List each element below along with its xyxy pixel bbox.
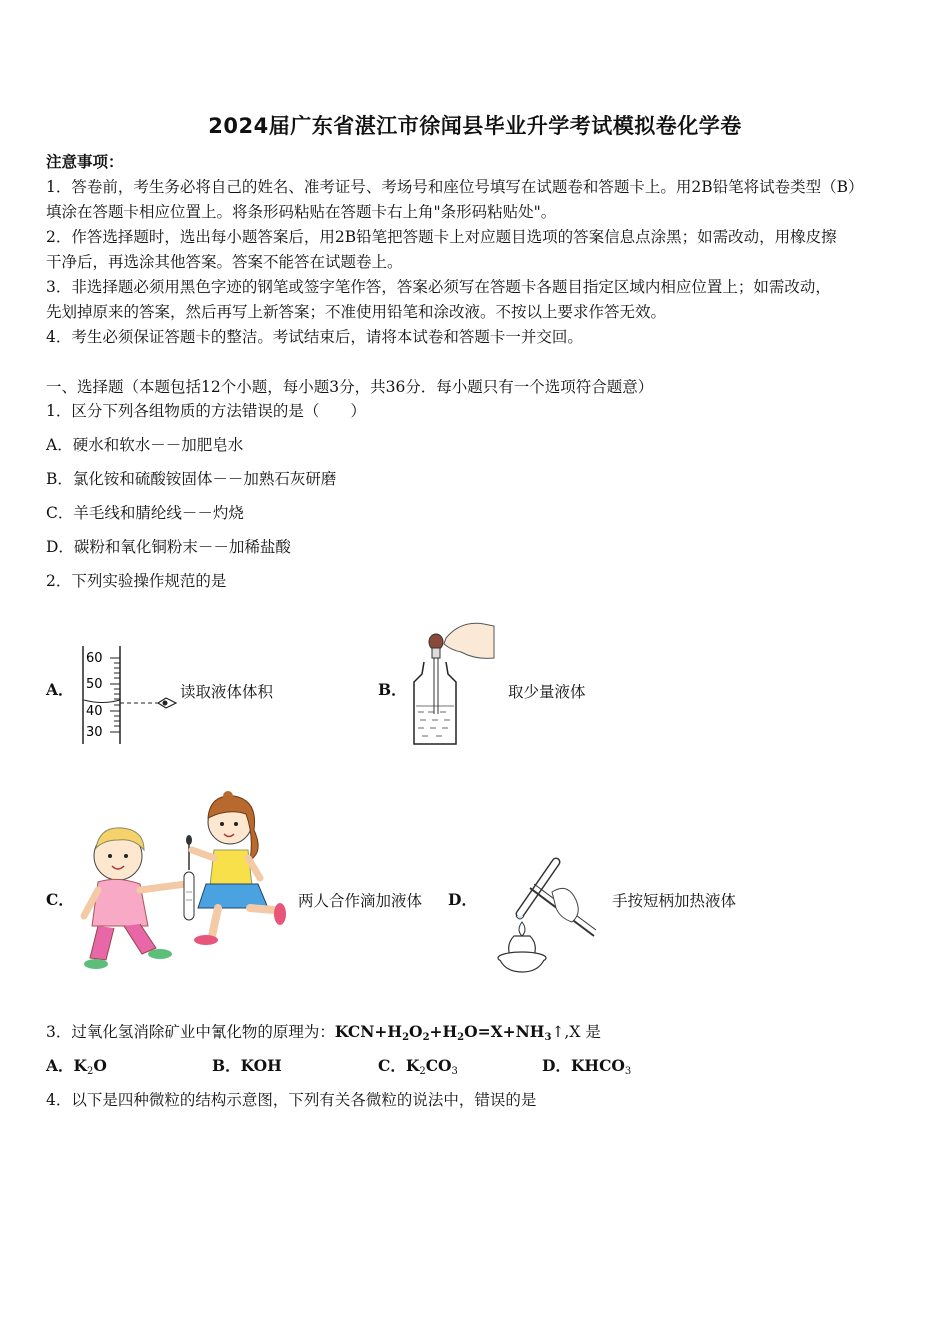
cylinder-tick-40: 40 xyxy=(86,704,103,719)
q3-equation xyxy=(335,1022,552,1041)
formula-sub: 3 xyxy=(451,1066,458,1077)
eq-part: O=X+NH xyxy=(464,1022,545,1041)
notice-line: 2．作答选择题时，选出每小题答案后，用2B铅笔把答题卡上对应题目选项的答案信息点涂黑；如需改动，用橡皮擦 xyxy=(46,228,837,246)
eq-part: ↑,X 是 xyxy=(551,1023,601,1041)
q1-option-b: B．氯化铵和硫酸铵固体－－加熟石灰研磨 xyxy=(46,470,337,488)
notice-line: 3．非选择题必须用黑色字迹的钢笔或签字笔作答，答案必须写在答题卡各题目指定区域内相应位置上；如需改动， xyxy=(46,278,831,296)
heating-test-tube-figure xyxy=(476,852,606,978)
question-2-stem: 2．下列实验操作规范的是 xyxy=(46,572,227,590)
notice-line: 4．考生必须保证答题卡的整洁。考试结束后，请将本试卷和答题卡一并交回。 xyxy=(46,328,583,346)
q3-option-b xyxy=(212,1056,282,1076)
q3-option-a xyxy=(46,1056,107,1082)
cylinder-tick-60: 60 xyxy=(86,651,103,666)
flame-icon xyxy=(519,922,525,936)
option-letter: C． xyxy=(378,1056,406,1075)
option-letter: D． xyxy=(542,1056,571,1075)
formula-part: CO xyxy=(425,1056,452,1075)
formula-sub: 2 xyxy=(87,1066,94,1077)
eq-part: KCN+H xyxy=(334,1022,403,1041)
eq-sub: 2 xyxy=(422,1032,430,1043)
eq-part: +H xyxy=(429,1022,458,1041)
formula-sub: 3 xyxy=(624,1066,632,1077)
formula-part: KOH xyxy=(240,1056,282,1075)
question-3-stem xyxy=(46,1022,601,1048)
q1-option-c: C．羊毛线和腈纶线－－灼烧 xyxy=(46,504,244,522)
question-4-stem: 4．以下是四种微粒的结构示意图，下列有关各微粒的说法中，错误的是 xyxy=(46,1091,537,1109)
eq-part: O xyxy=(409,1022,423,1041)
q2-option-b-text: 取少量液体 xyxy=(508,683,586,701)
q2-option-a-letter: A． xyxy=(46,680,74,699)
option-letter: A． xyxy=(46,1056,74,1075)
formula-part: K xyxy=(405,1056,420,1075)
two-children-figure xyxy=(78,786,292,978)
eq-sub: 2 xyxy=(402,1032,410,1043)
notice-line: 干净后，再选涂其他答案。答案不能答在试题卷上。 xyxy=(46,253,403,271)
section-heading: 一、选择题（本题包括12个小题，每小题3分，共36分．每小题只有一个选项符合题意） xyxy=(46,378,654,396)
eq-sub: 3 xyxy=(544,1032,552,1043)
hand-icon xyxy=(552,888,578,922)
eq-sub: 2 xyxy=(457,1032,465,1043)
formula-part: KHCO xyxy=(570,1056,625,1075)
q3-option-d xyxy=(542,1056,631,1082)
q1-option-a: A．硬水和软水－－加肥皂水 xyxy=(46,436,244,454)
question-1-stem: 1．区分下列各组物质的方法错误的是（ ） xyxy=(46,402,366,420)
q1-option-d: D．碳粉和氧化铜粉末－－加稀盐酸 xyxy=(46,538,291,556)
cylinder-tick-50: 50 xyxy=(86,677,103,692)
page-title: 2024届广东省湛江市徐闻县毕业升学考试模拟卷化学卷 xyxy=(208,114,742,138)
formula-sub: 2 xyxy=(419,1066,426,1077)
q2-option-c-letter: C． xyxy=(46,890,74,909)
q2-option-d-letter: D． xyxy=(448,890,477,909)
notice-line: 填涂在答题卡相应位置上。将条形码粘贴在答题卡右上角"条形码粘贴处"。 xyxy=(46,203,557,221)
q2-option-b-letter: B． xyxy=(378,680,407,699)
q3-option-c xyxy=(378,1056,458,1082)
q2-option-d-text: 手按短柄加热液体 xyxy=(612,892,737,910)
notice-heading: 注意事项： xyxy=(46,152,124,171)
notice-line: 1．答卷前，考生务必将自己的姓名、准考证号、考场号和座位号填写在试题卷和答题卡上。用2B铅笔将试卷类型（B） xyxy=(46,178,864,196)
q2-option-a-text: 读取液体体积 xyxy=(180,683,274,701)
formula-part: O xyxy=(93,1056,107,1075)
notice-line: 先划掉原来的答案，然后再写上新答案；不准使用铅笔和涂改液。不按以上要求作答无效。 xyxy=(46,303,667,321)
graduated-cylinder-figure xyxy=(76,644,182,748)
dropper-bottle-figure xyxy=(406,618,498,748)
formula-part: K xyxy=(73,1056,88,1075)
option-letter: B． xyxy=(212,1056,241,1075)
q2-option-c-text: 两人合作滴加液体 xyxy=(298,892,423,910)
cylinder-tick-30: 30 xyxy=(86,725,103,740)
q3-stem-text: 3．过氧化氢消除矿业中氰化物的原理为： xyxy=(46,1023,335,1041)
